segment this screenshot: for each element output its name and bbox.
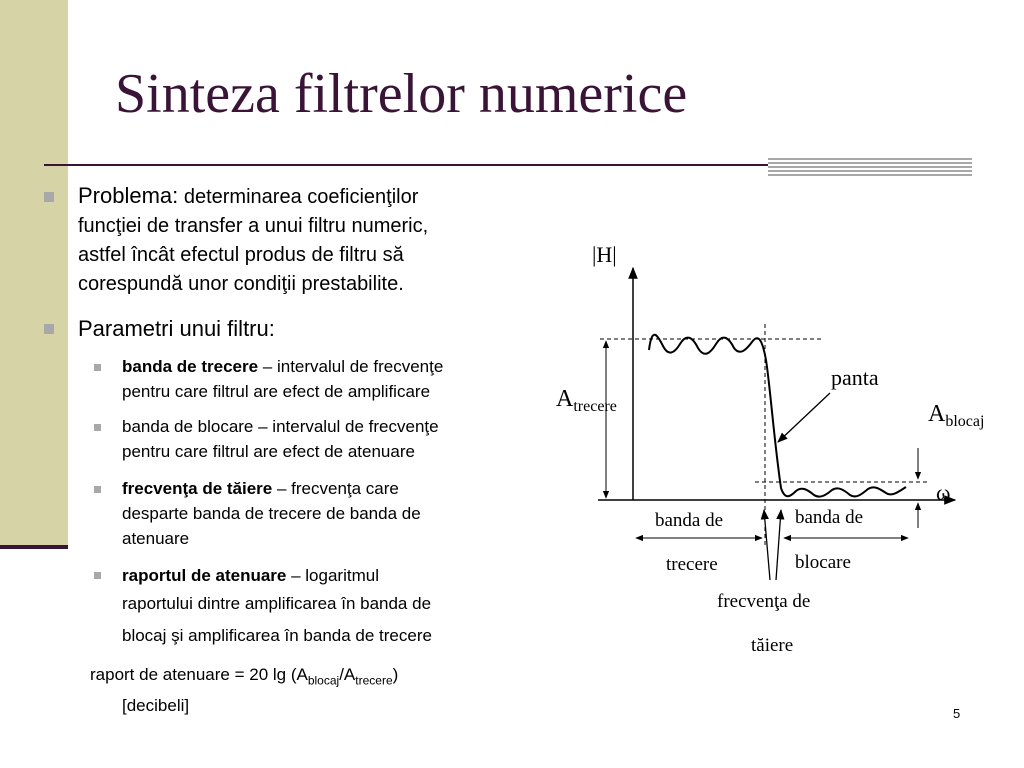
cutoff-label-line1: frecvenţa de — [717, 591, 811, 612]
bullet-text: determinarea coeficienţilor — [183, 186, 419, 208]
omega-label: ω — [936, 480, 951, 505]
definition: raportului dintre amplificarea în banda de — [122, 594, 432, 613]
definition: desparte banda de trecere de banda de — [122, 504, 421, 523]
stopband-label-line1: banda de — [795, 507, 864, 528]
definition: atenuare — [122, 529, 190, 548]
formula-subscript: blocaj — [307, 673, 340, 688]
definition: pentru care filtrul are efect de amplificare — [122, 382, 431, 401]
passband-label-line1: banda de — [655, 510, 724, 531]
formula-unit: [decibeli] — [122, 696, 190, 716]
term: banda de trecere — [122, 357, 259, 376]
formula-text: raport de atenuare = 20 lg (A — [90, 665, 308, 684]
definition: – intervalul de frecvenţe — [258, 357, 444, 376]
bullet-text: corespundă unor condiţii prestabilite. — [78, 273, 404, 295]
term: raportul de atenuare — [122, 566, 287, 585]
bullet-text: funcţiei de transfer a unui filtru numeric, — [78, 215, 429, 237]
formula-text: ) — [392, 665, 399, 684]
panta-label: panta — [831, 365, 879, 390]
a-trecere-label: $A_{trecere}$ — [556, 386, 617, 415]
definition: – logaritmul — [286, 566, 379, 585]
panta-arrow — [778, 393, 830, 442]
a-blocaj-label: $A_{blocaj}$ — [928, 401, 985, 430]
definition: – frecvenţa care — [272, 479, 399, 498]
formula-text: /A — [339, 665, 356, 684]
definition: blocaj şi amplificarea în banda de trecere — [122, 626, 432, 645]
y-axis-label: |H| — [592, 242, 617, 267]
page-number: 5 — [953, 706, 961, 721]
definition: banda de blocare – intervalul de frecvenţe — [122, 417, 439, 436]
response-curve — [649, 335, 906, 497]
bullet-lead: Parametri unui filtru: — [78, 316, 275, 341]
cutoff-arrow-right — [776, 510, 781, 580]
cutoff-label-line2: tăiere — [751, 635, 794, 656]
passband-label-line2: trecere — [666, 554, 718, 575]
bullet-text: astfel încât efectul produs de filtru să — [78, 244, 404, 266]
definition: pentru care filtrul are efect de atenuare — [122, 442, 415, 461]
term: frecvenţa de tăiere — [122, 479, 273, 498]
stopband-label-line2: blocare — [795, 552, 851, 573]
bullet-lead: Problema: — [78, 183, 179, 208]
slide-title: Sinteza filtrelor numerice — [115, 63, 688, 125]
formula-subscript: trecere — [355, 673, 393, 688]
